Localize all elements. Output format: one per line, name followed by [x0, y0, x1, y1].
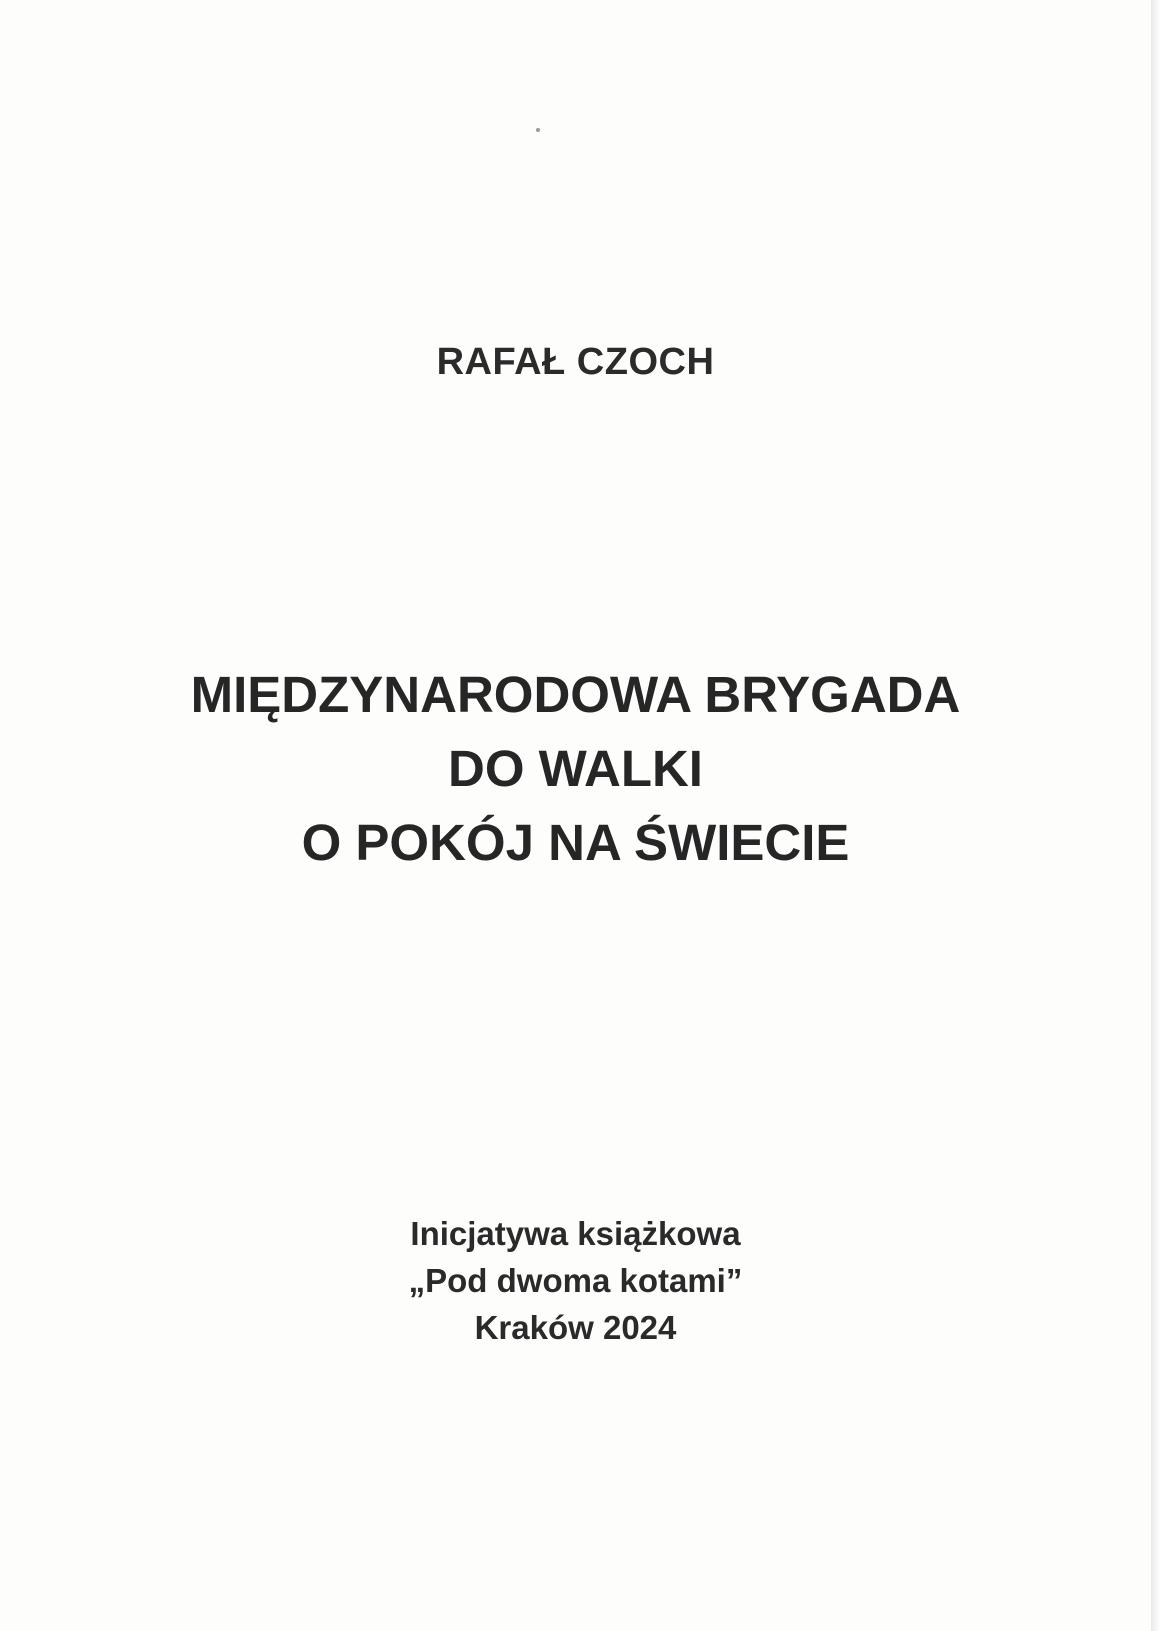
title-line-3: O POKÓJ NA ŚWIECIE: [301, 814, 850, 871]
paper-speck: [536, 128, 540, 132]
publisher-name: Inicjatywa książkowa: [410, 1215, 741, 1252]
book-title: [0, 658, 1151, 880]
title-line-1: MIĘDZYNARODOWA BRYGADA: [190, 666, 961, 723]
publisher-block: [0, 1210, 1151, 1351]
publication-place-year: Kraków 2024: [474, 1309, 677, 1346]
publisher-series: „Pod dwoma kotami”: [408, 1262, 743, 1299]
author-name: RAFAŁ CZOCH: [436, 341, 715, 383]
title-line-2: DO WALKI: [448, 740, 703, 797]
page-edge: [1151, 0, 1160, 1631]
